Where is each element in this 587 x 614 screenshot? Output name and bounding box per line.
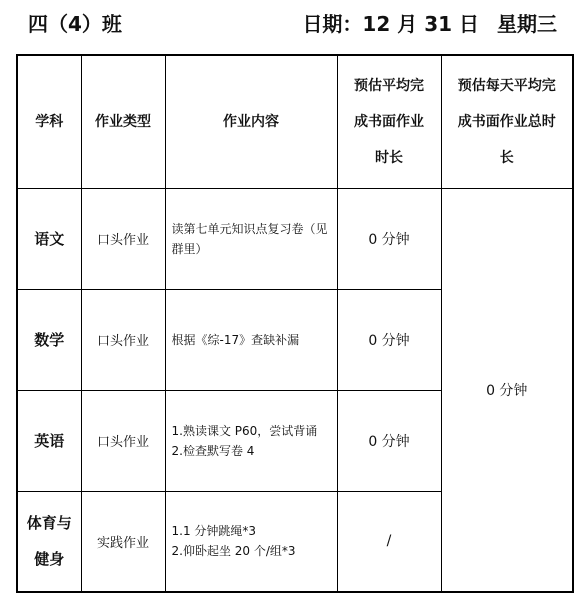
time-cell: /	[337, 491, 441, 592]
subject-cell	[17, 491, 81, 592]
content-cell	[165, 491, 337, 592]
col-header-daily-total-line: 预估每天平均完	[457, 77, 556, 94]
col-header-avg-time-line: 预估平均完	[354, 77, 424, 94]
daily-total-cell: 0 分钟	[441, 188, 573, 592]
content-line: 读第七单元知识点复习卷（见群里）	[171, 221, 328, 256]
header-row	[17, 55, 573, 188]
subject-line: 体育与	[26, 514, 72, 533]
type-cell: 实践作业	[81, 491, 165, 592]
col-header-content: 作业内容	[165, 55, 337, 188]
content-line: 根据《综-17》查缺补漏	[171, 332, 300, 347]
time-cell: 0 分钟	[337, 289, 441, 390]
table-row	[17, 188, 573, 289]
date-label: 日期：12 月 31 日	[302, 12, 479, 36]
time-cell: 0 分钟	[337, 390, 441, 491]
col-header-daily-total-line: 成书面作业总时	[457, 113, 556, 130]
date-weekday	[302, 8, 557, 37]
col-header-avg-time-line: 时长	[375, 149, 403, 166]
homework-table	[16, 54, 574, 593]
col-header-subject: 学科	[17, 55, 81, 188]
class-name: 四（4）班	[28, 12, 122, 36]
content-line: 1.1 分钟跳绳*3	[171, 524, 257, 539]
page-header	[28, 8, 557, 38]
content-line: 1.熟读课文 P60，尝试背诵	[171, 423, 318, 438]
subject-line: 健身	[34, 550, 65, 569]
type-cell: 口头作业	[81, 289, 165, 390]
content-line: 2.仰卧起坐 20 个/组*3	[171, 544, 296, 559]
subject-cell: 数学	[17, 289, 81, 390]
subject-cell: 英语	[17, 390, 81, 491]
content-cell	[165, 390, 337, 491]
type-cell: 口头作业	[81, 390, 165, 491]
time-cell: 0 分钟	[337, 188, 441, 289]
col-header-avg-time-line: 成书面作业	[354, 113, 424, 130]
weekday: 星期三	[497, 12, 557, 36]
col-header-daily-total	[441, 55, 573, 188]
content-cell	[165, 289, 337, 390]
content-cell	[165, 188, 337, 289]
type-cell: 口头作业	[81, 188, 165, 289]
content-line: 2.检查默写卷 4	[171, 443, 255, 458]
col-header-avg-time	[337, 55, 441, 188]
col-header-type: 作业类型	[81, 55, 165, 188]
subject-cell: 语文	[17, 188, 81, 289]
col-header-daily-total-line: 长	[499, 149, 514, 166]
